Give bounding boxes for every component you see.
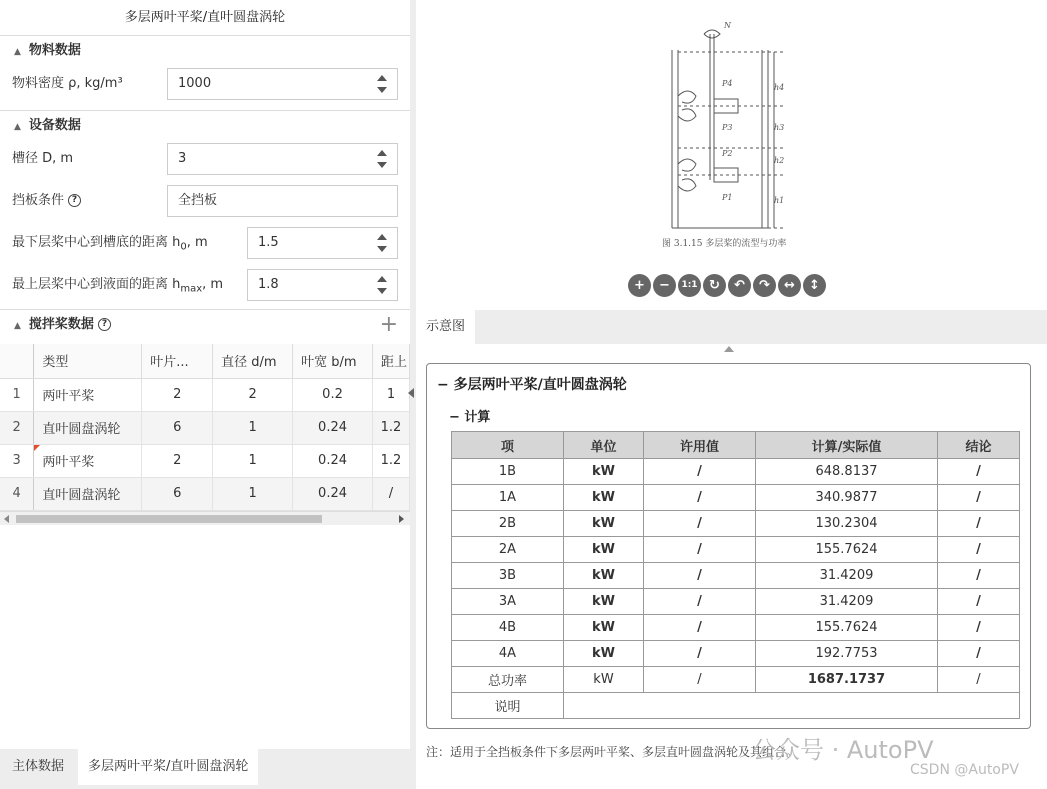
grid-header-distance[interactable]: 距上 (372, 344, 409, 378)
reset-icon[interactable]: ↻ (703, 274, 726, 297)
calculation-panel (426, 363, 1031, 729)
cell-distance[interactable]: 1.2 (372, 411, 409, 444)
cell-blades[interactable]: 6 (142, 411, 213, 444)
grid-header-diameter[interactable]: 直径 d/m (213, 344, 293, 378)
h0-row (0, 227, 410, 269)
image-tab-bar (416, 310, 1047, 344)
splitter-arrow-icon[interactable] (408, 388, 414, 398)
add-row-icon[interactable]: + (379, 312, 398, 337)
help-icon[interactable]: ? (68, 194, 81, 207)
help-icon[interactable]: ? (98, 318, 111, 331)
header-value: 计算/实际值 (756, 432, 938, 459)
cell-type[interactable]: 直叶圆盘涡轮 (34, 411, 142, 444)
flip-vertical-icon[interactable]: ↕ (803, 274, 826, 297)
h0-unit: , m (186, 235, 208, 250)
cell-result: / (938, 563, 1020, 589)
hmax-input[interactable] (247, 269, 398, 301)
hmax-label (12, 269, 223, 306)
cell-note-label: 说明 (452, 693, 564, 719)
cell-value: 31.4209 (756, 589, 938, 615)
zoom-out-icon[interactable]: − (653, 274, 676, 297)
results-table (451, 431, 1020, 719)
cell-blades[interactable]: 2 (142, 378, 213, 411)
table-row (452, 563, 1020, 589)
table-row (452, 615, 1020, 641)
spinner-icon[interactable] (377, 276, 387, 294)
panel-title: 多层两叶平桨/直叶圆盘涡轮 (0, 0, 410, 36)
cell-item: 2B (452, 511, 564, 537)
spinner-icon[interactable] (377, 75, 387, 93)
cell-allowed: / (644, 615, 756, 641)
cell-blades[interactable]: 2 (142, 444, 213, 477)
cell-item: 3B (452, 563, 564, 589)
h0-label-text: 最下层桨中心到槽底的距离 h (12, 235, 181, 250)
table-row (452, 459, 1020, 485)
agitator-grid (0, 344, 410, 511)
collapse-triangle-icon[interactable]: ▲ (14, 47, 21, 57)
tab-schematic[interactable]: 示意图 (416, 310, 475, 344)
figure-caption: 图 3.1.15 多层桨的流型与功率 (662, 239, 787, 249)
diameter-value: 3 (178, 151, 187, 166)
collapse-triangle-icon[interactable]: ▲ (14, 122, 21, 132)
fig-label-p4: P4 (722, 79, 733, 88)
fig-label-n: N (724, 21, 731, 30)
table-row[interactable] (0, 444, 410, 477)
cell-unit: kW (564, 563, 644, 589)
cell-allowed: / (644, 511, 756, 537)
section-equipment-title: 设备数据 (28, 118, 81, 133)
cell-unit: kW (564, 589, 644, 615)
fig-label-p2: P2 (722, 149, 733, 158)
cell-width[interactable]: 0.24 (293, 477, 373, 510)
cell-unit: kW (564, 667, 644, 693)
cell-result: / (938, 641, 1020, 667)
cell-unit: kW (564, 537, 644, 563)
cell-unit: kW (564, 485, 644, 511)
scroll-left-icon[interactable] (4, 515, 9, 523)
rotate-left-icon[interactable]: ↶ (728, 274, 751, 297)
cell-item: 1B (452, 459, 564, 485)
row-index: 4 (0, 477, 34, 510)
cell-width[interactable]: 0.24 (293, 444, 373, 477)
fig-label-p3: P3 (722, 123, 733, 132)
cell-item: 总功率 (452, 667, 564, 693)
watermark-main: 公众号 · AutoPV (752, 736, 934, 764)
header-unit: 单位 (564, 432, 644, 459)
section-agitator-header[interactable] (0, 310, 410, 340)
cell-distance[interactable]: 1 (372, 378, 409, 411)
scroll-thumb[interactable] (16, 515, 322, 523)
collapse-triangle-icon[interactable]: ▲ (14, 321, 21, 331)
baffle-input[interactable] (167, 185, 398, 217)
image-toolbar (628, 274, 828, 298)
cell-diameter[interactable]: 1 (213, 477, 293, 510)
cell-width[interactable]: 0.2 (293, 378, 373, 411)
cell-unit: kW (564, 511, 644, 537)
density-row (0, 68, 410, 110)
grid-header-index (0, 344, 34, 378)
left-panel (0, 0, 410, 789)
cell-allowed: / (644, 537, 756, 563)
baffle-value: 全挡板 (178, 193, 218, 208)
spinner-icon[interactable] (377, 150, 387, 168)
cell-unit: kW (564, 459, 644, 485)
cell-total-value: 1687.1737 (756, 667, 938, 693)
baffle-row (0, 185, 410, 227)
table-row (452, 641, 1020, 667)
total-row (452, 667, 1020, 693)
h0-input[interactable] (247, 227, 398, 259)
flip-horizontal-icon[interactable]: ↔ (778, 274, 801, 297)
tab-multilayer[interactable]: 多层两叶平桨/直叶圆盘涡轮 (78, 749, 258, 785)
section-material-title: 物料数据 (28, 43, 81, 58)
cell-width[interactable]: 0.24 (293, 411, 373, 444)
zoom-in-icon[interactable]: + (628, 274, 651, 297)
fig-label-h3: h3 (774, 123, 785, 132)
schematic-image-area (416, 0, 1047, 310)
calc-subtitle[interactable]: − 计算 (449, 410, 491, 425)
collapse-up-icon[interactable] (724, 346, 734, 352)
tab-main-data[interactable]: 主体数据 (12, 759, 65, 774)
cell-value: 31.4209 (756, 563, 938, 589)
bottom-tab-bar (0, 749, 410, 789)
table-row[interactable] (0, 477, 410, 510)
h0-label (12, 227, 208, 264)
grid-header-row (0, 344, 410, 378)
row-index: 1 (0, 378, 34, 411)
horizontal-scrollbar[interactable] (0, 511, 410, 525)
cell-diameter[interactable]: 1 (213, 444, 293, 477)
section-equipment-header[interactable] (0, 111, 410, 141)
baffle-label (12, 185, 81, 217)
agitator-table (0, 344, 410, 511)
cell-item: 3A (452, 589, 564, 615)
table-row[interactable] (0, 411, 410, 444)
cell-allowed: / (644, 459, 756, 485)
cell-value: 130.2304 (756, 511, 938, 537)
cell-item: 4A (452, 641, 564, 667)
cell-result: / (938, 511, 1020, 537)
section-agitator-title: 搅拌桨数据 (28, 317, 94, 332)
cell-allowed: / (644, 667, 756, 693)
cell-value: 155.7624 (756, 537, 938, 563)
cell-value: 192.7753 (756, 641, 938, 667)
fig-label-h1: h1 (774, 196, 785, 205)
cell-result: / (938, 615, 1020, 641)
cell-result: / (938, 537, 1020, 563)
footnote: 注：适用于全挡板条件下多层两叶平桨、多层直叶圆盘涡轮及其组合。 (426, 745, 799, 759)
results-header-row (452, 432, 1020, 459)
density-label: 物料密度 ρ, kg/m³ (12, 76, 123, 91)
cell-result: / (938, 667, 1020, 693)
table-row[interactable] (0, 378, 410, 411)
grid-header-blades[interactable]: 叶片... (142, 344, 213, 378)
row-index: 2 (0, 411, 34, 444)
density-value: 1000 (178, 76, 212, 91)
table-row (452, 589, 1020, 615)
cell-unit: kW (564, 641, 644, 667)
spinner-icon[interactable] (377, 234, 387, 252)
cell-result: / (938, 485, 1020, 511)
fig-label-h2: h2 (774, 156, 785, 165)
cell-result: / (938, 459, 1020, 485)
cell-unit: kW (564, 615, 644, 641)
row-index: 3 (0, 444, 34, 477)
cell-note-content (564, 693, 1020, 719)
hmax-row (0, 269, 410, 311)
baffle-label-text: 挡板条件 (12, 193, 65, 208)
calc-title[interactable]: − 多层两叶平桨/直叶圆盘涡轮 (437, 377, 627, 393)
section-material-header[interactable] (0, 36, 410, 66)
cell-distance[interactable]: / (372, 477, 409, 510)
cell-diameter[interactable]: 2 (213, 378, 293, 411)
cell-allowed: / (644, 641, 756, 667)
hmax-value: 1.8 (258, 277, 279, 292)
cell-item: 2A (452, 537, 564, 563)
grid-header-width[interactable]: 叶宽 b/m (293, 344, 373, 378)
diameter-label: 槽径 D, m (12, 151, 74, 166)
table-row (452, 537, 1020, 563)
cell-blades[interactable]: 6 (142, 477, 213, 510)
cell-value: 648.8137 (756, 459, 938, 485)
hmax-label-text: 最上层桨中心到液面的距离 h (12, 277, 181, 292)
cell-type[interactable]: 两叶平桨 (34, 444, 142, 477)
hmax-subscript: max (180, 283, 203, 295)
cell-allowed: / (644, 563, 756, 589)
cell-result: / (938, 589, 1020, 615)
cell-value: 155.7624 (756, 615, 938, 641)
cell-item: 1A (452, 485, 564, 511)
right-panel (416, 0, 1047, 789)
cell-item: 4B (452, 615, 564, 641)
fig-label-p1: P1 (722, 193, 733, 202)
schematic-figure (416, 0, 1047, 270)
diameter-input[interactable] (167, 143, 398, 175)
fig-label-h4: h4 (774, 83, 785, 92)
cell-type[interactable]: 两叶平桨 (34, 378, 142, 411)
cell-distance[interactable]: 1.2 (372, 444, 409, 477)
diameter-row (0, 143, 410, 185)
cell-value: 340.9877 (756, 485, 938, 511)
cell-allowed: / (644, 589, 756, 615)
table-row (452, 485, 1020, 511)
density-input[interactable] (167, 68, 398, 100)
cell-allowed: / (644, 485, 756, 511)
hmax-unit: , m (202, 277, 224, 292)
header-item: 项 (452, 432, 564, 459)
h0-value: 1.5 (258, 235, 279, 250)
header-allowed: 许用值 (644, 432, 756, 459)
rotate-right-icon[interactable]: ↷ (753, 274, 776, 297)
cell-diameter[interactable]: 1 (213, 411, 293, 444)
watermark-sub: CSDN @AutoPV (910, 762, 1019, 778)
note-row (452, 693, 1020, 719)
h0-subscript: 0 (180, 241, 187, 253)
cell-type[interactable]: 直叶圆盘涡轮 (34, 477, 142, 510)
actual-size-icon[interactable]: 1:1 (678, 274, 701, 297)
scroll-right-icon[interactable] (399, 515, 404, 523)
header-result: 结论 (938, 432, 1020, 459)
grid-header-type[interactable]: 类型 (34, 344, 142, 378)
table-row (452, 511, 1020, 537)
